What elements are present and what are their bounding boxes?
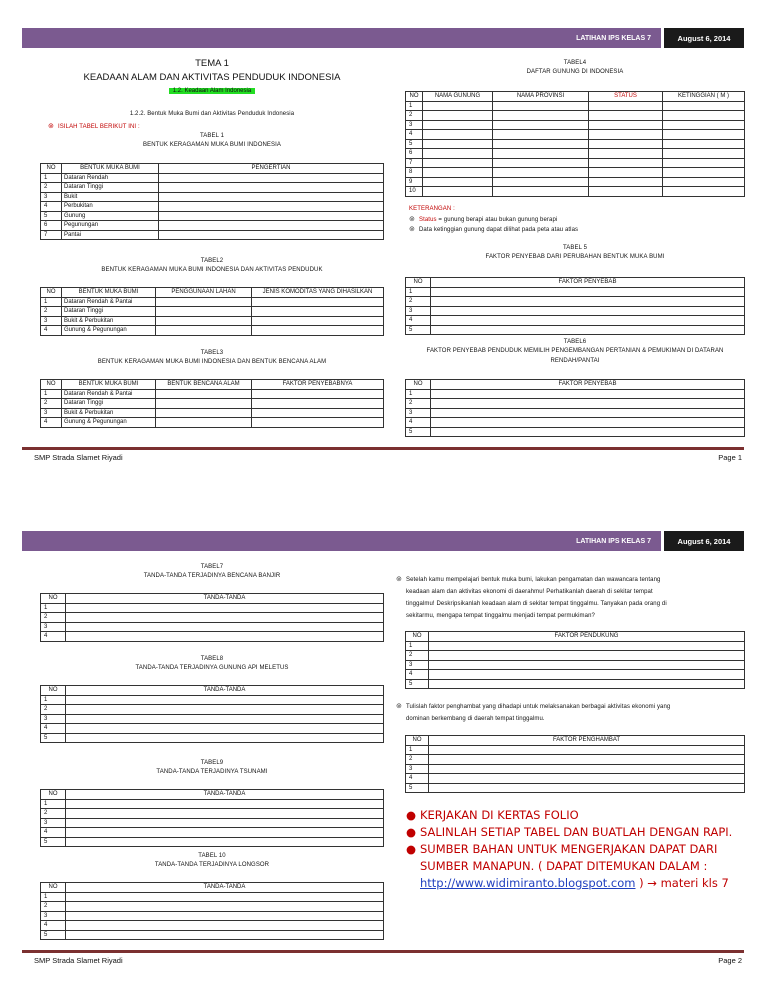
target-bullet-icon: ⊚ <box>409 216 415 223</box>
tabel5-header: FAKTOR PENYEBAB <box>431 278 745 288</box>
tema-title: KEADAAN ALAM DAN AKTIVITAS PENDUDUK INDONESIA <box>83 72 341 83</box>
footer-divider <box>22 447 744 450</box>
tabel4-header: NAMA GUNUNG <box>423 92 493 102</box>
footer-page-number: Page 1 <box>718 453 742 462</box>
tabel3-header: BENTUK BENCANA ALAM <box>156 380 252 390</box>
table-row: 5 <box>41 837 384 847</box>
header-date: August 6, 2014 <box>664 28 744 48</box>
tabel3-table <box>40 379 384 428</box>
tabel9-table <box>40 789 384 847</box>
table-row: 4 <box>41 632 384 642</box>
tabel3-header: NO <box>41 380 62 390</box>
bullet-icon: ● <box>406 808 417 822</box>
tabel1-label: TABEL 1 <box>199 133 225 139</box>
header-title: LATIHAN IPS KELAS 7 <box>553 531 661 551</box>
table-row: 1 <box>406 287 745 297</box>
instruction-item: ● SALINLAH SETIAP TABEL DAN BUATLAH DENGAN RAPI. <box>406 825 733 839</box>
paragraph-1: ⊚ Setelah kamu mempelajari bentuk muka bumi, lakukan pengamatan dan wawancara tentang keadaan alam dan aktivitas ekonomi di daerahmu! Perhatikanlah daerah di sekitar tempat tinggalmu! Deskripsikanlah keadaan alam di sekitar tempat tinggalmu. Tanyakan pada orang di sekitarmu, mengapa tempat tinggalmu menjadi tempat permukiman? <box>396 576 667 619</box>
footer-school: SMP Strada Slamet Riyadi <box>34 453 123 462</box>
tabel4-title: DAFTAR GUNUNG DI INDONESIA <box>526 69 624 75</box>
table-row: 2 <box>41 613 384 623</box>
tabel10-header: NO <box>41 883 66 893</box>
materi-note: ) → materi kls 7 <box>635 876 729 890</box>
table-row: 6 <box>406 149 745 159</box>
tabel6-header: NO <box>406 380 431 390</box>
tabel8-label: TABEL8 <box>200 656 224 662</box>
table-row: 6 Pegunungan <box>41 221 384 231</box>
pendukung-header: NO <box>406 632 429 642</box>
instruction-item-cont: SUMBER MANAPUN. ( DAPAT DITEMUKAN DALAM : <box>420 859 708 873</box>
target-bullet-icon: ⊚ <box>409 226 415 233</box>
tabel2-title: BENTUK KERAGAMAN MUKA BUMI INDONESIA DAN AKTIVITAS PENDUDUK <box>101 267 323 273</box>
tabel4-header: NO <box>406 92 423 102</box>
tabel6-label: TABEL6 <box>563 339 587 345</box>
tabel3-label: TABEL3 <box>200 350 224 356</box>
table-row: 1 <box>406 745 745 755</box>
target-bullet-icon: ⊚ <box>48 123 54 130</box>
header-title: LATIHAN IPS KELAS 7 <box>553 28 661 48</box>
table-row: 2 <box>406 111 745 121</box>
table-row: 3 <box>41 911 384 921</box>
tabel8-table <box>40 685 384 743</box>
table-row: 3 <box>406 120 745 130</box>
page-header <box>22 28 744 48</box>
tabel1-header: NO <box>41 164 62 174</box>
keterangan-item: ⊚ Status = gunung berapi atau bukan gunung berapi <box>409 216 558 223</box>
tabel10-table <box>40 882 384 940</box>
table-row: 3 <box>406 660 745 670</box>
table-row: 9 <box>406 177 745 187</box>
table-row: 1 <box>41 695 384 705</box>
tabel1-header: BENTUK MUKA BUMI <box>62 164 159 174</box>
tabel1-header: PENGERTIAN <box>159 164 384 174</box>
tabel8-header: NO <box>41 686 66 696</box>
tabel6-title: RENDAH/PANTAI <box>550 358 600 364</box>
tabel8-header: TANDA-TANDA <box>66 686 384 696</box>
tabel3-title: BENTUK KERAGAMAN MUKA BUMI INDONESIA DAN BENTUK BENCANA ALAM <box>97 359 327 365</box>
blog-link[interactable]: http://www.widimiranto.blogspot.com <box>420 876 636 890</box>
table-row: 1 <box>41 799 384 809</box>
keterangan-item: ⊚ Data ketinggian gunung dapat dilihat pada peta atau atlas <box>409 226 579 233</box>
table-row: 1 <box>406 389 745 399</box>
table-row: 2 <box>406 297 745 307</box>
table-row: 2 <box>406 399 745 409</box>
penghambat-header: FAKTOR PENGHAMBAT <box>429 736 745 746</box>
table-row: 3 <box>41 714 384 724</box>
tabel8-title: TANDA-TANDA TERJADINYA GUNUNG API MELETUS <box>135 665 289 671</box>
tabel7-table <box>40 593 384 642</box>
footer-page-number: Page 2 <box>718 956 742 965</box>
table-row: 1 Dataran Rendah & Pantai <box>41 389 384 399</box>
tabel5-table <box>405 277 745 335</box>
table-row: 3 <box>406 306 745 316</box>
tabel7-header: NO <box>41 594 66 604</box>
table-row: 2 <box>406 755 745 765</box>
tabel9-title: TANDA-TANDA TERJADINYA TSUNAMI <box>156 769 268 775</box>
tabel10-title: TANDA-TANDA TERJADINYA LONGSOR <box>154 862 270 868</box>
table-row: 4 <box>41 921 384 931</box>
tabel3-header: BENTUK MUKA BUMI <box>62 380 156 390</box>
table-row: 1 <box>406 101 745 111</box>
bullet-icon: ● <box>406 842 417 856</box>
table-row: 3 Bukit & Perbukitan <box>41 408 384 418</box>
table-row: 4 <box>406 670 745 680</box>
table-row: 2 <box>41 705 384 715</box>
tabel4-header: NAMA PROVINSI <box>493 92 589 102</box>
tabel7-label: TABEL7 <box>200 564 224 570</box>
tabel10-header: TANDA-TANDA <box>66 883 384 893</box>
footer-school: SMP Strada Slamet Riyadi <box>34 956 123 965</box>
tabel6-header: FAKTOR PENYEBAB <box>431 380 745 390</box>
page-2 <box>0 503 768 1006</box>
tabel4-label: TABEL4 <box>563 60 587 66</box>
paragraph-2: ⊚ Tulislah faktor penghambat yang dihadapi untuk melaksanakan berbagai aktivitas ekonomi yang dominan berkembang di daerah tempat tinggalmu. <box>396 703 671 722</box>
tema-label: TEMA 1 <box>195 58 229 69</box>
tabel2-header: PENGGUNAAN LAHAN <box>156 288 252 298</box>
table-row: 3 Bukit <box>41 192 384 202</box>
tabel2-table <box>40 287 384 336</box>
instruction-item: ● KERJAKAN DI KERTAS FOLIO <box>406 808 579 822</box>
tabel2-label: TABEL2 <box>200 258 224 264</box>
table-row: 3 <box>41 818 384 828</box>
tabel1-title: BENTUK KERAGAMAN MUKA BUMI INDONESIA <box>143 142 281 148</box>
instruction: ⊚ ISILAH TABEL BERIKUT INI : <box>48 123 140 130</box>
tabel-penghambat <box>405 735 745 793</box>
header-date: August 6, 2014 <box>664 531 744 551</box>
tabel4-header: KETINGGIAN ( M ) <box>663 92 745 102</box>
table-row: 4 Gunung & Pegunungan <box>41 326 384 336</box>
table-row: 7 <box>406 158 745 168</box>
table-row: 2 Dataran Tinggi <box>41 399 384 409</box>
table-row: 1 <box>406 641 745 651</box>
table-row: 1 <box>41 603 384 613</box>
tabel9-header: NO <box>41 790 66 800</box>
table-row: 4 <box>406 130 745 140</box>
table-row: 2 <box>41 902 384 912</box>
table-row: 5 <box>406 427 745 437</box>
tabel-pendukung <box>405 631 745 689</box>
table-row: 4 <box>41 828 384 838</box>
pendukung-header: FAKTOR PENDUKUNG <box>429 632 745 642</box>
instruction-item: ● SUMBER BAHAN UNTUK MENGERJAKAN DAPAT DARI <box>406 842 718 856</box>
table-row: 5 <box>41 930 384 940</box>
tabel2-header: BENTUK MUKA BUMI <box>62 288 156 298</box>
tabel7-title: TANDA-TANDA TERJADINYA BENCANA BANJIR <box>143 573 281 579</box>
table-row: 3 <box>406 408 745 418</box>
tabel5-title: FAKTOR PENYEBAB DARI PERUBAHAN BENTUK MUKA BUMI <box>485 254 665 260</box>
keterangan-label: KETERANGAN : <box>409 206 455 212</box>
table-row: 2 Dataran Tinggi <box>41 307 384 317</box>
table-row: 4 <box>406 418 745 428</box>
table-row: 3 Bukit & Perbukitan <box>41 316 384 326</box>
tabel4-table <box>405 91 745 197</box>
tabel6-title: FAKTOR PENYEBAB PENDUDUK MEMILIH PENGEMBANGAN PERTANIAN & PEMUKIMAN DI DATARAN <box>426 348 724 354</box>
table-row: 3 <box>406 764 745 774</box>
footer-divider <box>22 950 744 953</box>
table-row: 4 Perbukitan <box>41 202 384 212</box>
table-row: 4 <box>41 724 384 734</box>
table-row: 1 Dataran Rendah <box>41 173 384 183</box>
target-bullet-icon: ⊚ <box>396 576 402 583</box>
tabel1-table <box>40 163 384 240</box>
table-row: 7 Pantai <box>41 230 384 240</box>
page-header <box>22 531 744 551</box>
bullet-icon: ● <box>406 825 417 839</box>
instruction-item-link-line <box>406 875 752 892</box>
tabel2-header: JENIS KOMODITAS YANG DIHASILKAN <box>252 288 384 298</box>
table-row: 2 <box>406 651 745 661</box>
tabel9-label: TABEL9 <box>200 760 224 766</box>
table-row: 1 Dataran Rendah & Pantai <box>41 297 384 307</box>
table-row: 5 <box>406 679 745 689</box>
target-bullet-icon: ⊚ <box>396 703 402 710</box>
table-row: 10 <box>406 187 745 197</box>
table-row: 4 Gunung & Pegunungan <box>41 418 384 428</box>
table-row: 5 <box>406 139 745 149</box>
table-row: 3 <box>41 622 384 632</box>
tabel9-header: TANDA-TANDA <box>66 790 384 800</box>
tabel10-label: TABEL 10 <box>198 853 226 859</box>
instructions-list <box>406 807 752 892</box>
table-row: 2 Dataran Tinggi <box>41 183 384 193</box>
table-row: 5 Gunung <box>41 211 384 221</box>
tabel2-header: NO <box>41 288 62 298</box>
subtitle-highlight: 1.2. Keadaan Alam Indonesia <box>169 88 255 94</box>
tabel6-table <box>405 379 745 437</box>
subtitle-wrap <box>34 88 390 94</box>
table-row: 5 <box>406 325 745 335</box>
table-row: 1 <box>41 892 384 902</box>
table-row: 4 <box>406 774 745 784</box>
table-row: 5 <box>41 733 384 743</box>
subsection-title: 1.2.2. Bentuk Muka Bumi dan Aktivitas Penduduk Indonesia <box>129 111 295 117</box>
tabel5-label: TABEL 5 <box>562 245 588 251</box>
tabel7-header: TANDA-TANDA <box>66 594 384 604</box>
table-row: 5 <box>406 783 745 793</box>
penghambat-header: NO <box>406 736 429 746</box>
tabel4-header-status: STATUS <box>589 92 663 102</box>
tabel5-header: NO <box>406 278 431 288</box>
table-row: 8 <box>406 168 745 178</box>
table-row: 2 <box>41 809 384 819</box>
table-row: 4 <box>406 316 745 326</box>
tabel3-header: FAKTOR PENYEBABNYA <box>252 380 384 390</box>
